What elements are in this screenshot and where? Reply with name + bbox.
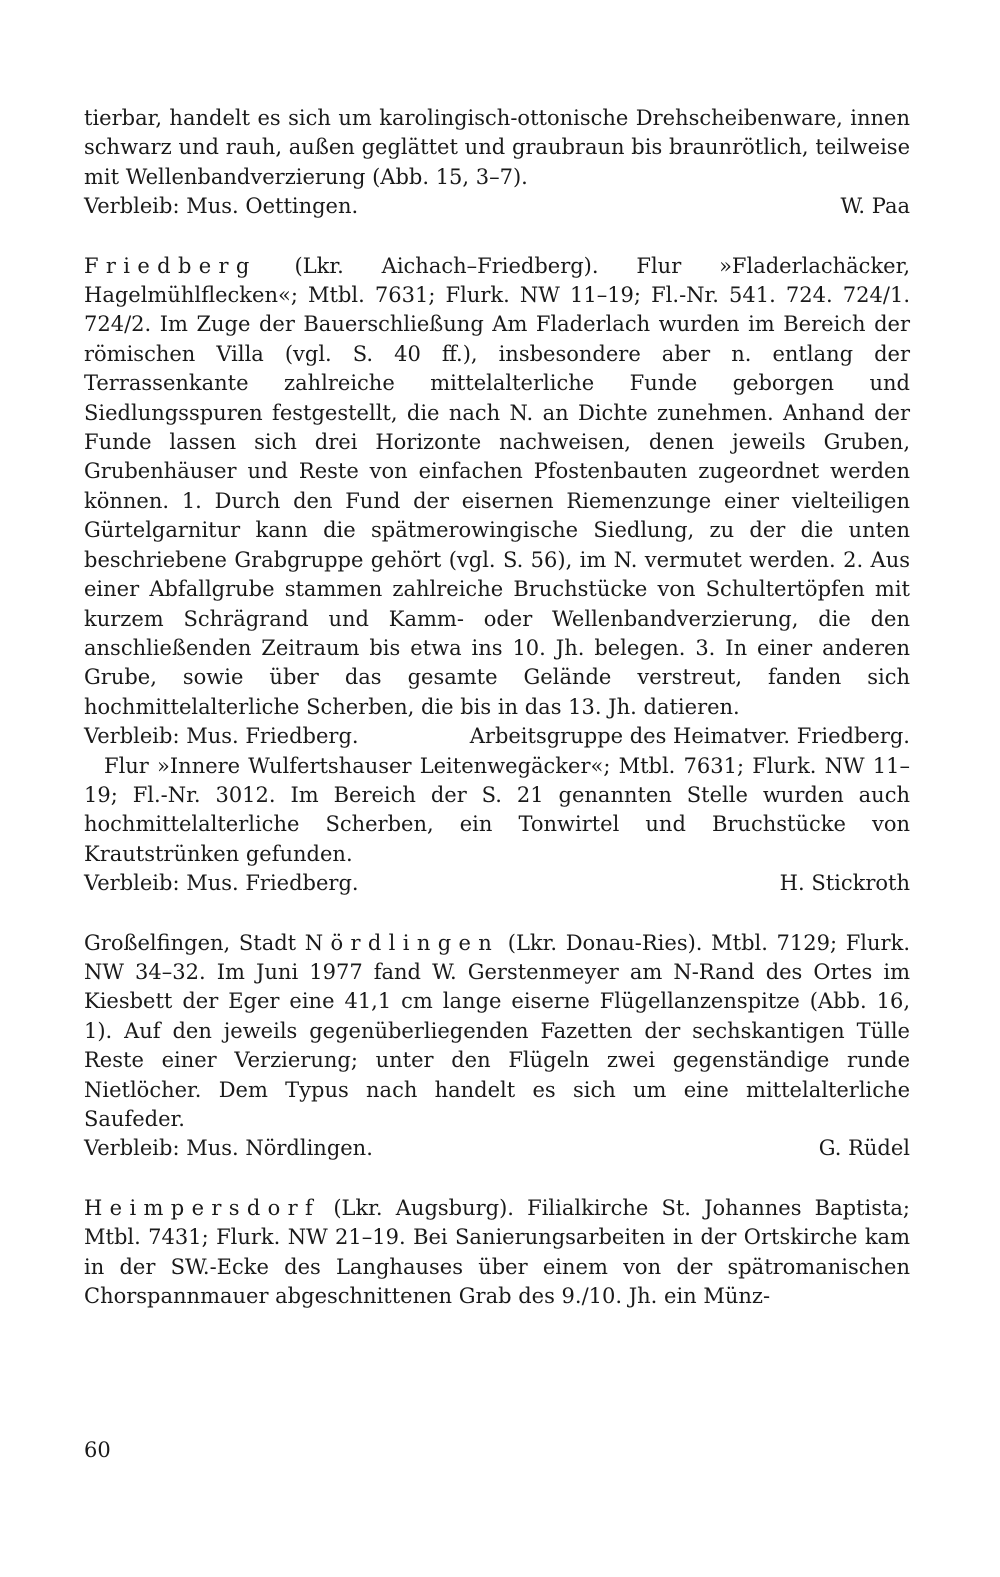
- entry-friedberg: [84, 252, 910, 723]
- entry-author: Arbeitsgruppe des Heimatver. Friedberg.: [469, 724, 910, 749]
- verbleib-location: Verbleib: Mus. Friedberg.: [84, 724, 359, 749]
- entry-continuation-text: tierbar, handelt es sich um karolingisch-ottonische Drehscheibenware, innen schwarz und rauh, außen geglättet und graubraun bis braunrötlich, teilweise mit Wellenbandverzierung (Abb. 15, 3–7).: [84, 106, 910, 189]
- verbleib-line: [84, 1134, 910, 1163]
- verbleib-line: [84, 722, 910, 751]
- entry-author: H. Stickroth: [779, 871, 910, 896]
- verbleib-location: Verbleib: Mus. Oettingen.: [84, 194, 359, 219]
- page-number: 60: [84, 1438, 111, 1462]
- page-body: [84, 104, 910, 1311]
- verbleib-location: Verbleib: Mus. Friedberg.: [84, 871, 359, 896]
- place-name: Heimpersdorf: [84, 1195, 321, 1220]
- verbleib-location: Verbleib: Mus. Nördlingen.: [84, 1136, 373, 1161]
- entry-text: (Lkr. Aichach–Friedberg). Flur »Fladerlachäcker, Hagelmühlflecken«; Mtbl. 7631; Flurk. NW 11–19; Fl.-Nr. 541. 724. 724/1. 724/2. Im Zuge der Bauerschließung Am Fladerlach wurden im Bereich der römischen Villa (vgl. S. 40 ff.), insbesondere aber n. entlang der Terrassenkante zahlreiche mittelalterliche Funde geborgen und Siedlungsspuren festgestellt, die nach N. an Dichte zunehmen. Anhand der Funde lassen sich drei Horizonte nachweisen, denen jeweils Gruben, Grubenhäuser und Reste von einfachen Pfostenbauten zugeordnet werden können. 1. Durch den Fund der eisernen Riemenzunge einer vielteiligen Gürtelgarnitur kann die spätmerowingische Siedlung, zu der die unten beschriebene Grabgruppe gehört (vgl. S. 56), im N. vermutet werden. 2. Aus einer Abfallgrube stammen zahlreiche Bruchstücke von Schultertöpfen mit kurzem Schrägrand und Kamm- oder Wellenbandverzierung, die den anschließenden Zeitraum bis etwa ins 10. Jh. belegen. 3. In einer anderen Grube, sowie über das gesamte Gelände verstreut, fanden sich hochmittelalterliche Scherben, die bis in das 13. Jh. datieren.: [84, 253, 910, 719]
- entry-author: G. Rüdel: [818, 1136, 910, 1161]
- entry-friedberg-second: Flur »Innere Wulfertshauser Leitenwegäcker«; Mtbl. 7631; Flurk. NW 11–19; Fl.-Nr. 3012. Im Bereich der S. 21 genannten Stelle wurden auch hochmittelalterliche Scherben, ein Tonwirtel und Bruchstücke von Krautstrünken gefunden.: [84, 753, 910, 866]
- entry-heimpersdorf: [84, 1194, 910, 1312]
- entry-gap: [84, 1164, 910, 1194]
- entry-text: (Lkr. Donau-Ries). Mtbl. 7129; Flurk. NW 34–32. Im Juni 1977 fand W. Gerstenmeyer am N-Rand des Ortes im Kiesbett der Eger eine 41,1 cm lange eiserne Flügellanzenspitze (Abb. 16, 1). Auf den jeweils gegenüberliegenden Fazetten der sechskantigen Tülle Reste einer Verzierung; unter den Flügeln zwei gegenständige runde Nietlöcher. Dem Typus nach handelt es sich um eine mittelalterliche Saufeder.: [84, 930, 910, 1131]
- entry-gap: [84, 899, 910, 929]
- verbleib-line: [84, 869, 910, 898]
- entry-text: (Lkr. Augsburg). Filialkirche St. Johannes Baptista; Mtbl. 7431; Flurk. NW 21–19. Bei Sanierungsarbeiten in der Ortskirche kam in der SW.-Ecke des Langhauses über einem von der spätromanischen Chorspannmauer abgeschnittenen Grab des 9./10. Jh. ein Münz-: [84, 1195, 910, 1309]
- entry-lead: Großelfingen, Stadt: [84, 930, 305, 955]
- place-name: Nördlingen: [304, 930, 500, 955]
- verbleib-line: [84, 192, 910, 221]
- place-name: Friedberg: [84, 253, 257, 278]
- entry-nordlingen: [84, 929, 910, 1135]
- entry-gap: [84, 222, 910, 252]
- entry-author: W. Paa: [840, 194, 910, 219]
